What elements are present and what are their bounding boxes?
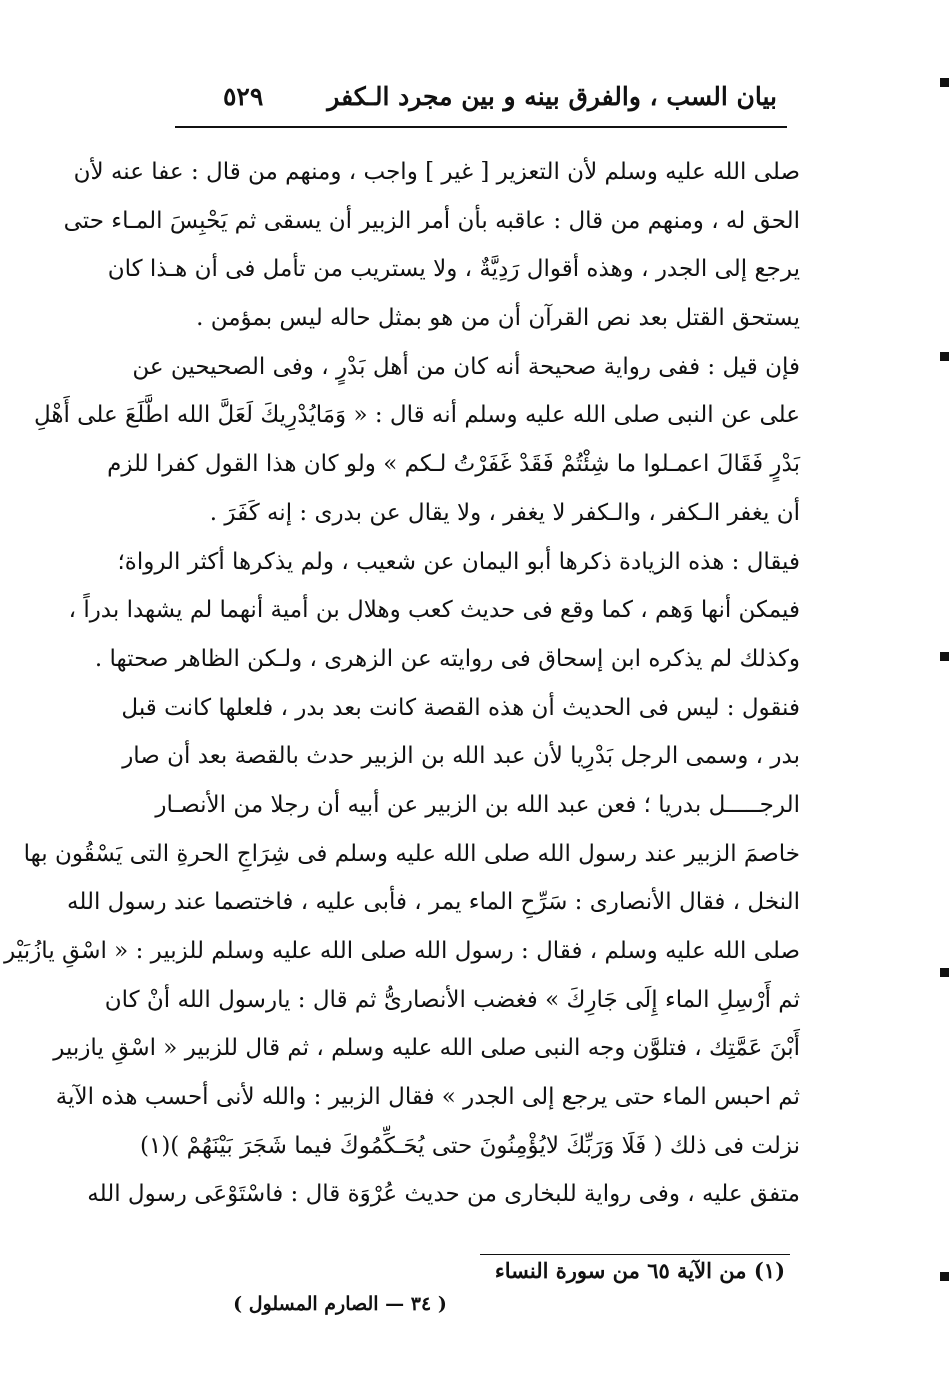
- text-line: وكذلك لم يذكره ابن إسحاق فى روايته عن الزهرى ، ولـكن الظاهر صحتها .: [94, 645, 800, 672]
- body-text: [4, 148, 800, 1219]
- text-line: النخل ، فقال الأنصارى : سَرِّحِ الماء يمر ، فأبى عليه ، فاختصما عند رسول الله: [67, 889, 800, 916]
- text-line: نزلت فى ذلك ( فَلَا وَرَبِّكَ لايُؤْمِنُونَ حتى يُحَـكِّمُوكَ فيما شَجَرَ بَيْنَهُمْ )(١): [139, 1132, 800, 1159]
- text-line: يرجع إلى الجدر ، وهذه أقوال رَدِيَّةٌ ، ولا يستريب من تأمل فى أن هـذا كان: [107, 256, 800, 283]
- text-line: متفق عليه ، وفى رواية للبخارى من حديث عُرْوَة قال : فاسْتَوْعَى رسول الله: [87, 1181, 800, 1208]
- text-line: صلى الله عليه وسلم لأن التعزير [ غير ] واجب ، ومنهم من قال : عفا عنه لأن: [73, 159, 800, 185]
- footnote-rule: [480, 1254, 790, 1255]
- page-header: [175, 82, 787, 118]
- signature-mark: ( ٣٤ — الصارم المسلول ): [233, 1293, 447, 1315]
- header-rule: [175, 126, 787, 128]
- text-line: على عن النبى صلى الله عليه وسلم أنه قال : « وَمَايُدْرِيكَ لَعَلَّ الله اطَّلَعَ على أَهْلِ: [33, 402, 800, 429]
- text-line: ثم احبس الماء حتى يرجع إلى الجدر » فقال الزبير : والله لأنى أحسب هذه الآية: [55, 1084, 800, 1111]
- edge-mark: [940, 352, 949, 361]
- edge-mark: [940, 968, 949, 977]
- edge-mark: [940, 78, 949, 87]
- edge-mark: [940, 1272, 949, 1281]
- text-line: فنقول : ليس فى الحديث أن هذه القصة كانت بعد بدر ، فلعلها كانت قبل: [121, 694, 800, 721]
- footnote: (١) من الآية ٦٥ من سورة النساء: [494, 1258, 785, 1283]
- page-number: ٥٢٩: [223, 82, 264, 111]
- text-line: ثم أَرْسِلِ الماء إِلَى جَارِكَ » فغضب الأنصارىُّ ثم قال : يارسول الله أنْ كان: [104, 986, 800, 1013]
- text-line: يستحق القتل بعد نص القرآن أن من هو بمثل حاله ليس بمؤمن .: [196, 305, 800, 332]
- text-line: فيقال : هذه الزيادة ذكرها أبو اليمان عن شعيب ، ولم يذكرها أكثر الرواة؛: [117, 548, 800, 575]
- edge-mark: [940, 652, 949, 661]
- text-line: أن يغفر الـكفر ، والـكفر لا يغفر ، ولا يقال عن بدرى : إنه كَفَرَ .: [209, 499, 800, 526]
- text-line: الرجـــــل بدريا ؛ فعن عبد الله بن الزبير عن أبيه أن رجلا من الأنصـار: [155, 791, 800, 818]
- text-line: فيمكن أنها وَهم ، كما وقع فى حديث كعب وهلال بن أمية أنهما لم يشهدا بدراً ،: [68, 597, 800, 624]
- text-line: فإن قيل : ففى رواية صحيحة أنه كان من أهل بَدْرٍ ، وفى الصحيحين عن: [132, 353, 800, 380]
- text-line: أَبْنَ عَمَّتِك ، فتلوَّن وجه النبى صلى الله عليه وسلم ، ثم قال للزبير « اسْقِ يازبير: [53, 1035, 800, 1062]
- running-title: بيان السب ، والفرق بينه و بين مجرد الـكفر: [327, 82, 777, 111]
- text-line: خاصمَ الزبير عند رسول الله صلى الله عليه وسلم فى شِرَاجِ الحرةِ التى يَسْقُون بها: [23, 840, 800, 867]
- text-line: بدر ، وسمى الرجل بَدْرِيا لأن عبد الله بن الزبير حدث بالقصة بعد أن صار: [122, 743, 800, 770]
- text-line: بَدْرٍ فَقَالَ اعمـلوا ما شِئْتُمْ فَقَدْ غَفَرْتُ لـكم » ولو كان هذا القول كفرا للزم: [107, 451, 800, 478]
- text-line: الحق له ، ومنهم من قال : عاقبه بأن أمر الزبير أن يسقى ثم يَحْبِسَ المـاء حتى: [63, 207, 800, 234]
- text-line: صلى الله عليه وسلم ، فقال : رسول الله صلى الله عليه وسلم للزبير : « اسْقِ يازُبَيْر: [4, 938, 800, 964]
